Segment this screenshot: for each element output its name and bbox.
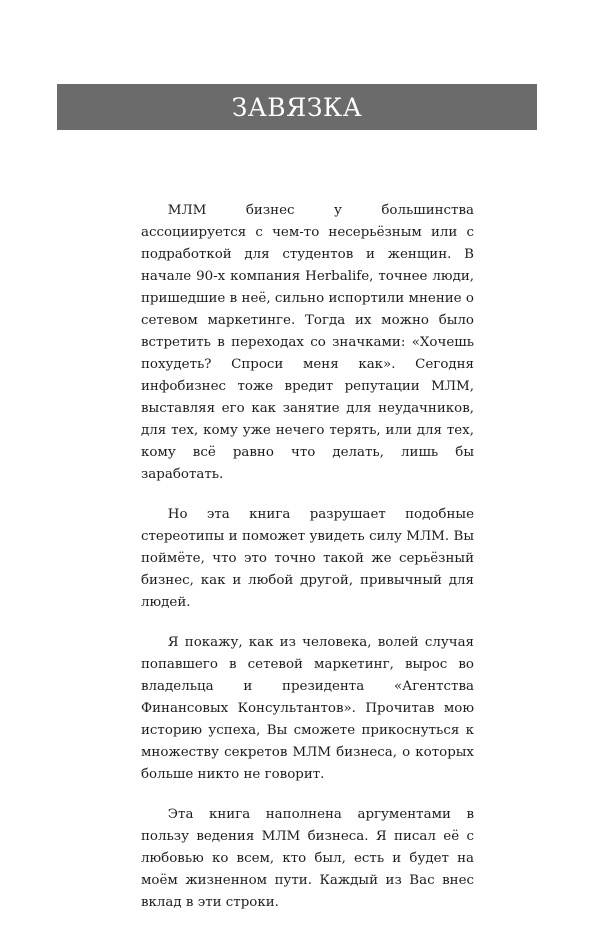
paragraph: МЛМ бизнес у большинства ассоциируется с чем-то несерьёзным или с подработкой для студентов и женщин. В начале 90-х компания Herbalife, точнее люди, пришедшие в неё, сильно испортили мнение о сетевом маркетинге. Тогда их можно было встретить в переходах со значками: «Хочешь похудеть? Спроси меня как». Сегодня инфобизнес тоже вредит репутации МЛМ, выставляя его как занятие для неудачников, для тех, кому уже нечего терять, или для тех, кому всё равно что делать, лишь бы заработать. xyxy=(141,203,474,482)
chapter-body xyxy=(141,200,474,932)
paragraph: Эта книга наполнена аргументами в пользу ведения МЛМ бизнеса. Я писал её с любовью ко всем, кто был, есть и будет на моём жизненном пути. Каждый из Вас внес вклад в эти строки. xyxy=(141,807,474,910)
chapter-title: ЗАВЯЗКА xyxy=(231,92,363,122)
paragraph: Я покажу, как из человека, волей случая попавшего в сетевой маркетинг, вырос во владельца и президента «Агентства Финансовых Консультантов». Прочитав мою историю успеха, Вы сможете прикоснуться к множеству секретов МЛМ бизнеса, о которых больше никто не говорит. xyxy=(141,635,474,782)
paragraph: Но эта книга разрушает подобные стереотипы и поможет увидеть силу МЛМ. Вы поймёте, что это точно такой же серьёзный бизнес, как и любой другой, привычный для людей. xyxy=(141,507,474,610)
chapter-title-banner xyxy=(57,84,537,130)
